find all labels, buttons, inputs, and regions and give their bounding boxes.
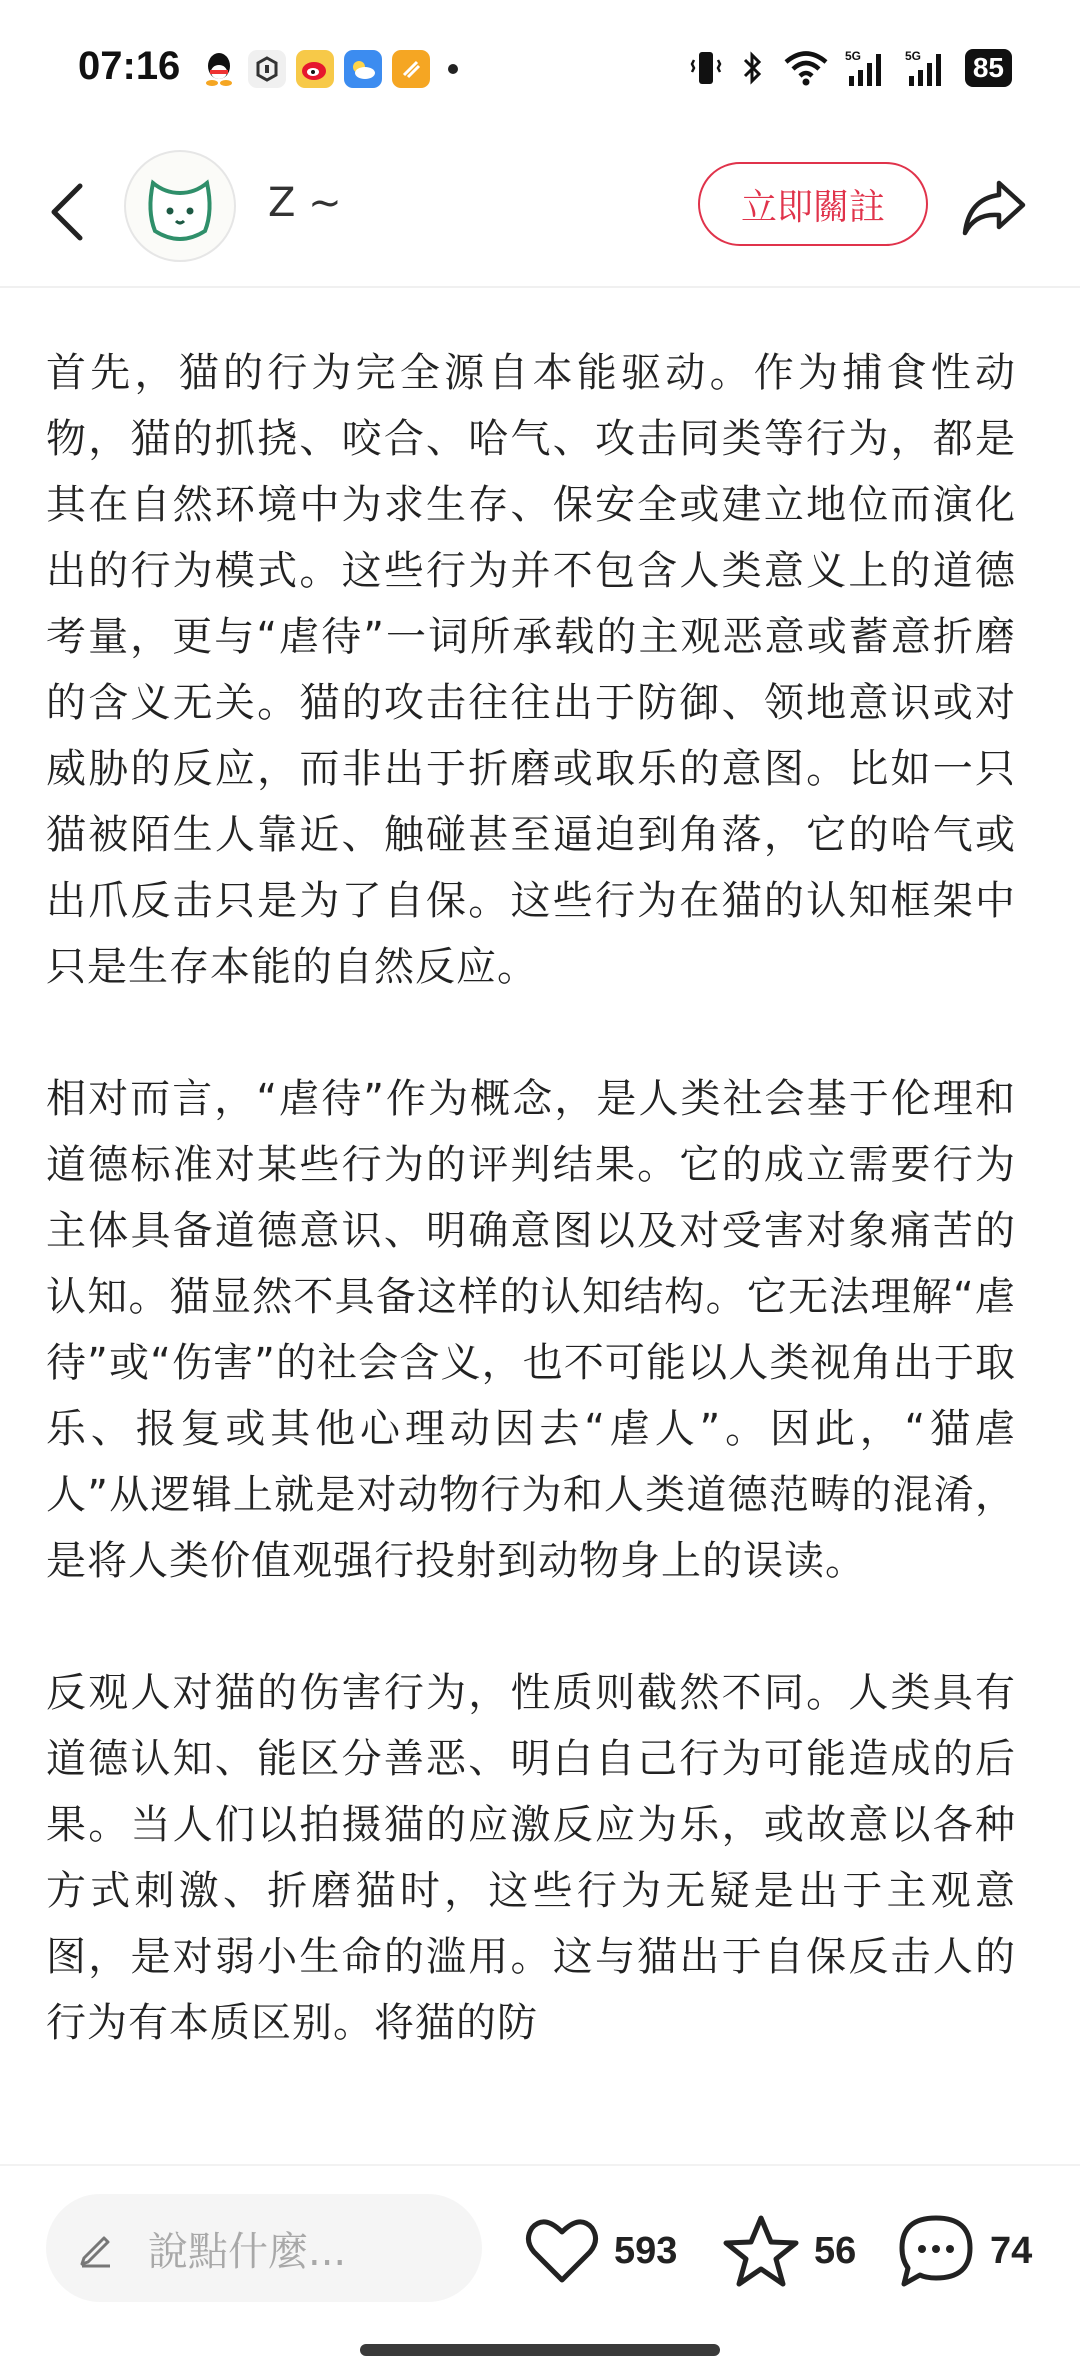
vibrate-icon — [689, 48, 723, 88]
article-paragraph: 首先，猫的行为完全源自本能驱动。作为捕食性动物，猫的抓挠、咬合、哈气、攻击同类等行为，都是其在自然环境中为求生存、保安全或建立地位而演化出的行为模式。这些行为并不包含人类意义上的道德考量，更与“虐待”一词所承载的主观恶意或蓄意折磨的含义无关。猫的攻击往往出于防御、领地意识或对威胁的反应，而非出于折磨或取乐的意图。比如一只猫被陌生人靠近、触碰甚至逼迫到角落，它的哈气或出爪反击只是为了自保。这些行为在猫的认知框架中只是生存本能的自然反应。 — [46, 350, 1016, 990]
weather-icon — [344, 50, 382, 88]
favorite-button[interactable] — [722, 2206, 856, 2296]
article-body — [46, 340, 1016, 2164]
status-time: 07:16 — [78, 44, 181, 88]
home-indicator[interactable] — [360, 2344, 720, 2356]
bluetooth-icon — [739, 48, 767, 88]
qq-icon — [200, 50, 238, 88]
pencil-icon — [76, 2224, 124, 2272]
article-paragraph: 相对而言，“虐待”作为概念，是人类社会基于伦理和道德标准对某些行为的评判结果。它的成立需要行为主体具备道德意识、明确意图以及对受害对象痛苦的认知。猫显然不具备这样的认知结构。它无法理解“虐待”或“伤害”的社会含义，也不可能以人类视角出于取乐、报复或其他心理动因去“虐人”。因此，“猫虐人”从逻辑上就是对动物行为和人类道德范畴的混淆，是将人类价值观强行投射到动物身上的误读。 — [46, 1076, 1016, 1584]
chevron-left-icon — [48, 182, 88, 242]
bottom-action-bar — [0, 2164, 1080, 2378]
cat-avatar-icon — [135, 161, 225, 251]
avatar[interactable] — [124, 150, 236, 262]
svg-text:5G: 5G — [844, 49, 861, 63]
share-button[interactable] — [956, 170, 1032, 246]
status-app-icons — [200, 50, 458, 88]
comment-bubble-icon — [896, 2212, 976, 2290]
post-header — [0, 140, 1080, 288]
more-notifications-dot — [448, 64, 458, 74]
follow-button[interactable]: 立即關註 — [698, 162, 928, 246]
username[interactable]: Z ~ — [268, 180, 342, 226]
star-icon — [722, 2214, 800, 2288]
like-button[interactable] — [524, 2206, 677, 2296]
back-button[interactable] — [38, 172, 98, 252]
app-icon — [248, 50, 286, 88]
wifi-icon — [783, 49, 829, 87]
comment-input[interactable] — [46, 2194, 482, 2302]
status-bar — [0, 0, 1080, 140]
signal-5g-2-icon — [905, 48, 949, 88]
status-system-icons — [689, 48, 1012, 88]
svg-text:5G: 5G — [904, 49, 921, 63]
like-count: 593 — [614, 2229, 678, 2272]
comment-button[interactable] — [896, 2206, 1032, 2296]
article-paragraph: 反观人对猫的伤害行为，性质则截然不同。人类具有道德认知、能区分善恶、明白自己行为可能造成的后果。当人们以拍摄猫的应激反应为乐，或故意以各种方式刺激、折磨猫时，这些行为无疑是出于主观意图，是对弱小生命的滥用。这与猫出于自保反击人的行为有本质区别。将猫的防 — [46, 1670, 1016, 2046]
heart-icon — [524, 2216, 600, 2286]
share-icon — [959, 177, 1029, 239]
signal-5g-1-icon — [845, 48, 889, 88]
weibo-icon — [296, 50, 334, 88]
feedback-icon — [392, 50, 430, 88]
favorite-count: 56 — [814, 2229, 857, 2272]
comment-count: 74 — [990, 2229, 1033, 2272]
comment-placeholder: 說點什麼... — [148, 2228, 347, 2275]
battery-indicator: 85 — [965, 49, 1012, 87]
